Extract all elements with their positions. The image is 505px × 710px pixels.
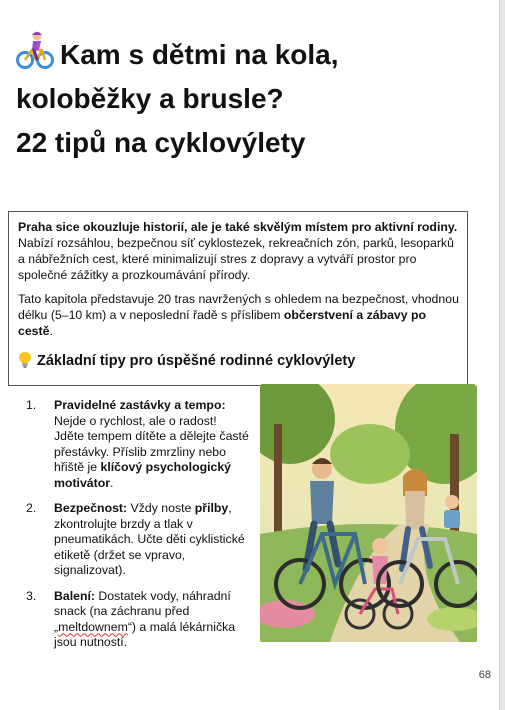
- tip-text-end: .: [110, 475, 114, 490]
- tips-heading-text: Základní tipy pro úspěšné rodinné cyklovýlety: [37, 353, 356, 369]
- intro-p1-rest: Nabízí rozsáhlou, bezpečnou síť cyklostezek, rekreačních zón, parků, lesoparků a nábřežních cest, které minimalizují stres z dopravy a vytváří prostor pro společné zážitky a prozkoumávání přírody.: [18, 236, 454, 282]
- intro-paragraph-2: [18, 291, 459, 339]
- intro-lead: Praha sice okouzluje historií, ale je také skvělým místem pro aktivní rodiny.: [18, 220, 458, 234]
- light-bulb-icon: [18, 351, 32, 368]
- tip-bold: klíčový psychologický motivátor: [54, 460, 232, 490]
- list-item: [22, 398, 250, 491]
- spellcheck-word: meltdownem: [58, 619, 128, 634]
- tip-bold: přilby: [194, 501, 229, 515]
- tip-text: Vždy noste: [127, 501, 195, 515]
- intro-box: [8, 211, 468, 386]
- tip-text: Dostatek vody, náhradní snack (na záchranu před „: [54, 588, 231, 634]
- tips-heading: [18, 351, 459, 369]
- page-title: [16, 30, 456, 165]
- intro-p2-bold: občerstvení a zábavy po cestě: [18, 308, 427, 338]
- list-item: [22, 589, 250, 651]
- tip-title: Balení:: [54, 588, 95, 603]
- title-line-1-text: Kam s dětmi na kola,: [60, 39, 339, 70]
- list-item: [22, 501, 250, 579]
- intro-paragraph-1: [18, 219, 459, 283]
- list-item-number: 3.: [26, 588, 37, 603]
- title-line-1: [16, 30, 456, 77]
- tips-list: [22, 398, 250, 661]
- intro-p2-end: .: [49, 324, 53, 338]
- list-item-number: 2.: [26, 501, 37, 515]
- page-number: 68: [478, 669, 491, 681]
- tip-text: Nejde o rychlost, ale o radost! Jděte tempem dítěte a dělejte časté přestávky. Příslib zmrzliny nebo hřiště je: [54, 413, 249, 474]
- tip-text-end: “) a malá lékárnička jsou nutností.: [54, 619, 236, 649]
- family-cycling-illustration: [260, 384, 477, 642]
- tip-title: Bezpečnost:: [54, 501, 128, 515]
- tip-text-end: , zkontrolujte brzdy a tlak v pneumatikách. Učte děti cyklistické etiketě (držet se vpravo, signalizovat).: [54, 501, 245, 577]
- list-item-number: 1.: [26, 398, 37, 412]
- tip-title: Pravidelné zastávky a tempo:: [54, 398, 226, 412]
- page-edge: [499, 0, 505, 710]
- title-line-2: koloběžky a brusle?: [16, 83, 284, 114]
- title-line-3: 22 tipů na cyklovýlety: [16, 127, 306, 158]
- bicycle-rider-icon: [16, 30, 54, 70]
- intro-p2-start: Tato kapitola představuje 20 tras navržených s ohledem na bezpečnost, vhodnou délku (5–10 km) a v neposlední řadě s příslibem: [18, 292, 459, 322]
